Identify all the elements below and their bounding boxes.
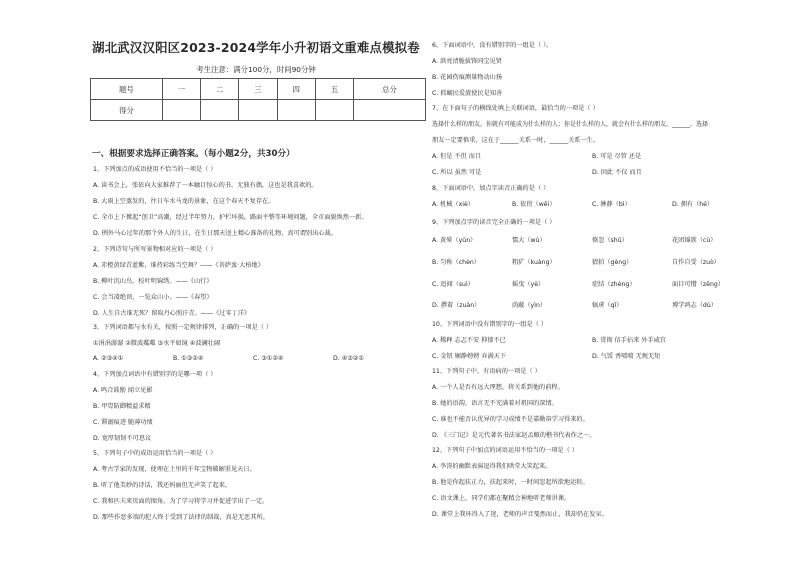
question-option: D. 撰着（zuàn）	[432, 302, 481, 309]
page-title: 湖北武汉汉阳区2023-2024学年小升初语文重难点模拟卷	[92, 40, 420, 55]
question-option: D. 气馁 香喷喷 无规无矩	[592, 353, 661, 360]
score-cell: 四	[277, 79, 315, 100]
question-option: 花团锦簇（cù）	[672, 237, 717, 244]
question-option: A. 读书会上，张依向大家推荐了一本触目惊心的书，无独有偶，这也是我喜欢的。	[93, 182, 318, 189]
question-option: 懦大（wù）	[512, 237, 546, 244]
question-option: 猜拍（gèng）	[592, 259, 633, 266]
question-stem: 3、下列词语都与水有关，按照一定规律排列，正确的一项是（ ）	[93, 324, 273, 331]
question-stem: 8、下面词语中，加点字读音正确的是（ ）	[432, 185, 550, 192]
question-option: B. 甲胄防御精益求精	[93, 403, 151, 410]
question-option: A. 李涛的幽默表演逗得我们哄堂大笑起来。	[432, 463, 552, 470]
question-option: A. 机械（xiè）	[432, 201, 474, 208]
question-option: B. 花园伤痕测量物动山扬	[432, 74, 503, 81]
score-cell	[201, 100, 239, 121]
score-cell	[239, 100, 277, 121]
score-cell: 五	[315, 79, 353, 100]
question-stem: 1、下列加点的成语使用不恰当的一项是（ ）	[93, 166, 217, 173]
question-option: A. 洪亮清脆拔锋同宝见贤	[432, 58, 502, 65]
question-option: C. 淋静（bì）	[592, 201, 631, 208]
question-option: 面目可憎（zēng）	[672, 281, 725, 288]
score-cell	[354, 100, 426, 121]
question-stem: 7、在下面句子的横线处填上关联词语，最恰当的一项是（ ）	[432, 105, 599, 112]
question-option: B. 匀称（chèn）	[432, 259, 480, 266]
question-stem: 11、下列句子中，有语病的一项是（ ）	[432, 368, 541, 375]
score-cell: 二	[201, 79, 239, 100]
question-option: C. 所以 虽然 可是	[432, 169, 482, 176]
score-cell: 总分	[354, 79, 426, 100]
question-stem: 10、下列词语中没有错别字的一组是（ ）	[432, 321, 548, 328]
question-option: A. 一个人是否有远大理想，将关系到他的前程。	[432, 384, 564, 391]
question-option: B. ①③②④	[173, 355, 204, 362]
exam-notice: 考生注意：满分100分，时间90分钟	[196, 65, 316, 74]
question-stem: 9、下列加点字的读音完全正确的一项是（ ）	[432, 219, 556, 226]
question-passage: 选择什么样的朋友，你就有可能成为什么样的人；你是什么样的人，就会有什么样的朋友。______，选择	[432, 121, 709, 128]
question-option: C. 我和匹夫来页面的图角，为了学习将学习并促进学出了一定。	[93, 498, 269, 505]
question-option: A. 鸣合鼓励 闻立见影	[93, 387, 153, 394]
score-table	[90, 78, 426, 121]
score-table-score-row	[91, 100, 426, 121]
question-option: 粗犷（kuàng）	[512, 259, 556, 266]
question-option: C. 金钮 娴静娉娉 弃满天下	[432, 353, 507, 360]
question-option: 博学鸿志（dù）	[672, 302, 717, 309]
question-option: C. 抓蛹民爱旋使民是知善	[432, 90, 503, 97]
question-option: 犒虏（qǐ）	[592, 302, 623, 309]
question-stem: 5、下列句子中的成语运用恰当的一项是（ ）	[93, 450, 217, 457]
question-option: C. 追闻（suì）	[432, 281, 474, 288]
question-option: D. ④③②①	[333, 355, 364, 362]
question-option: C. ③①②④	[253, 355, 284, 362]
question-option: A. 黄晕（yūn）	[432, 237, 477, 244]
question-option: B. 依傍（wěi）	[512, 201, 556, 208]
question-option: D. 课堂上我环得入了迷，老师的声音戛然而止，我却仍在发呆。	[432, 511, 608, 518]
question-option: D. 因此 不仅 而且	[592, 169, 642, 176]
section-heading: 一、根据要求选择正确答案。（每小题2分，共30分）	[92, 149, 295, 159]
question-option: C. 语文课上，同学们都在聚精会神地听老师讲课。	[432, 495, 571, 502]
score-cell: 题号	[91, 79, 163, 100]
question-option: B. 可是 尽管 还是	[592, 153, 642, 160]
question-option: C. 会当凌绝顶，一览众山小。——《春望》	[93, 294, 213, 301]
question-option: D. 那些作恶多端的犯人终于受到了法律的制裁，真是无恶其所。	[93, 514, 269, 521]
question-option: D. 人生自古谁无死？留取丹心照汗青。——《过零丁洋》	[93, 310, 251, 317]
question-option: B. 他是你起扶正力，扶起来时，一时间忽起所欲地运转。	[432, 479, 589, 486]
score-cell	[277, 100, 315, 121]
question-option: C. 谁也不能否认优异的学习成绩不是靠勤奋学习得来的。	[432, 416, 589, 423]
question-stem: 6、下面词语中，没有错别字的一组是（ ）。	[432, 42, 553, 49]
score-cell: 一	[162, 79, 200, 100]
question-option: B. 大雨上空蒸发的，往日车水马龙的景象，在这个春天不复存在。	[93, 198, 275, 205]
question-option: A. 但是 不但 而且	[432, 153, 482, 160]
question-option: B. 柳叶沉山鸟，校叶明锦绣。——《山行》	[93, 278, 213, 285]
question-option: D. 拥有（hé）	[672, 201, 714, 208]
question-option: A. ②③④①	[93, 355, 124, 362]
question-option: 摇曳（yè）	[512, 281, 545, 288]
score-table-header-row	[91, 79, 426, 100]
question-option: A. 赤橙黄绿青蓝紫，谁持彩练当空舞？——《菩萨蛮·大柏地》	[93, 262, 264, 269]
question-passage: 朋友一定要慎重，这在于______关系一时，______关系一生。	[432, 137, 600, 144]
question-option: D. 例外马心过年的那个外人的生日，在生日那天送上精心准备的礼物，真可谓别出心裁。	[93, 230, 337, 237]
score-cell: 三	[239, 79, 277, 100]
question-stem: 4、下列加点词语中有错别字的是哪一项（ ）	[93, 371, 217, 378]
score-cell	[315, 100, 353, 121]
question-option: D. 宽厚韧韧不可思议	[93, 435, 152, 442]
question-option: A. 稀释 志忑不安 抑郁不已	[432, 337, 506, 344]
question-option: C. 全市上下掀起“创卫”高潮，经过半年努力，护栏坏损，路面平整等环境问题，全市面貌焕然一新。	[93, 214, 368, 221]
question-option: D. 《三门记》是元代著名书法家赵孟頫的楷书代表作之一。	[432, 432, 596, 439]
question-option: 症结（zhèng）	[592, 281, 636, 288]
question-option: 倏忽（shū）	[592, 237, 628, 244]
score-cell: 得分	[91, 100, 163, 121]
question-option: A. 考古学家的发现，使埋在土里的千年宝物破解重见天日。	[93, 466, 256, 473]
score-cell	[162, 100, 200, 121]
question-option: C. 滞溺痕迹 脆薄功绩	[93, 419, 153, 426]
question-option: B. 她的语韵，语言无不充满着对祖国的深情。	[432, 400, 558, 407]
question-items: ①涓涓潺潺 ②微波粼粼 ③水平如镜 ④波澜壮阔	[93, 340, 221, 347]
question-option: B. 听了他美妙的诗话，我还妈丽但无声笑了起来。	[93, 482, 232, 489]
question-stem: 2、下列诗句与所写景物相对应的一项是（ ）	[93, 246, 217, 253]
question-option: 自作自受（zuò）	[672, 259, 721, 266]
question-option: B. 贯彻 信手拈来 外手咸宜	[592, 337, 666, 344]
question-stem: 12、下列句子中加点的词语运用不恰当的一项是（ ）	[432, 447, 578, 454]
question-option: 荫蔽（yìn）	[512, 302, 547, 309]
